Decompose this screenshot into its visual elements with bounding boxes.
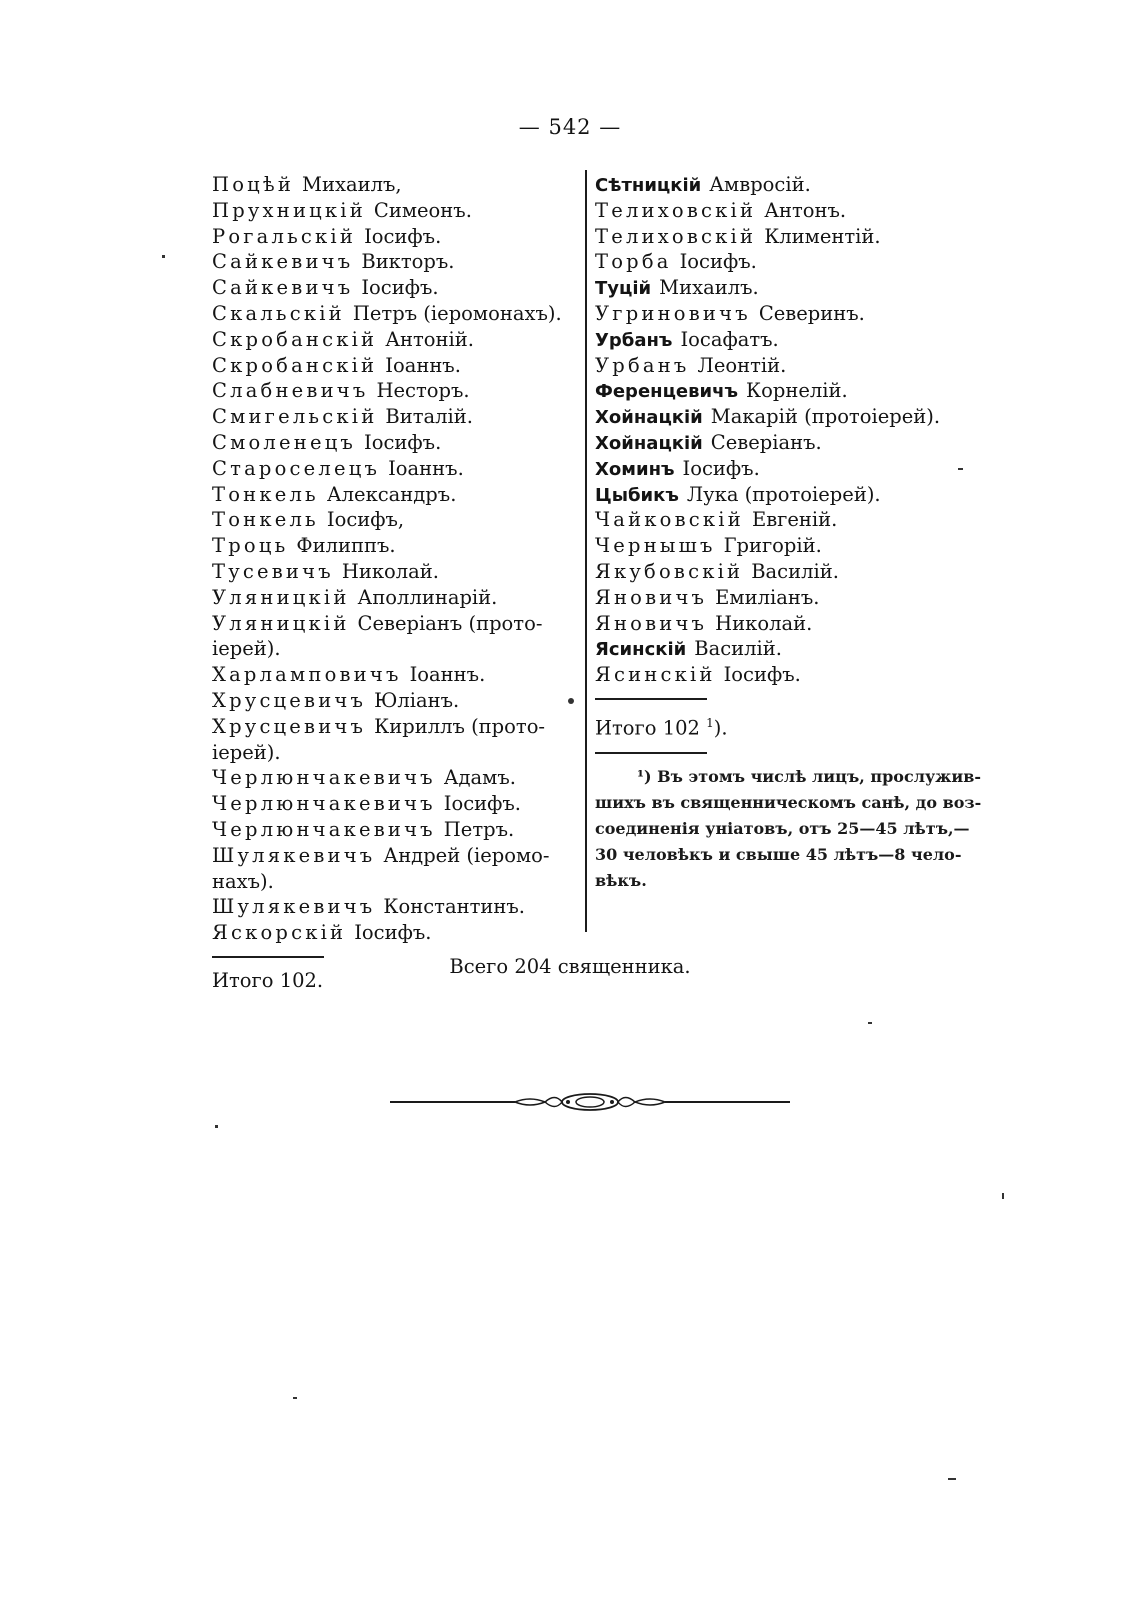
footnote (595, 764, 985, 894)
name-entry (212, 662, 574, 688)
footnote-line: соединенія уніатовъ, отъ 25—45 лѣтъ,— (595, 818, 970, 838)
surname: Яскорскій (212, 921, 347, 945)
surname: Чернышъ (595, 534, 716, 558)
name-entry (595, 224, 985, 250)
name-entry (595, 482, 985, 508)
given-name: Северіанъ (прото- (357, 611, 543, 635)
footnote-marker: 1 (706, 715, 714, 730)
surname: Туцій (595, 278, 652, 300)
speck (868, 1022, 872, 1024)
page-number: — 542 — (518, 115, 622, 139)
surname: Сѣтницкій (595, 175, 702, 196)
given-name: Макарій (протоіерей). (710, 405, 941, 429)
speck (958, 468, 963, 470)
column-divider (585, 170, 587, 932)
surname: Староселецъ (212, 456, 381, 480)
surname: Угриновичъ (595, 301, 751, 325)
given-name: Михаилъ, (302, 173, 402, 196)
name-entry (212, 482, 574, 508)
given-name: Филиппъ. (296, 534, 396, 558)
given-name: Василій. (694, 637, 782, 661)
surname: Яновичъ (595, 585, 708, 609)
name-entry (595, 636, 985, 662)
given-name: Кириллъ (прото- (374, 714, 546, 738)
speck (162, 255, 165, 258)
speck (215, 1125, 218, 1128)
name-entry-continuation (212, 869, 574, 895)
name-entry (212, 843, 574, 869)
name-entry (212, 301, 574, 327)
name-entry (212, 894, 574, 920)
given-name: Іоаннъ. (388, 456, 464, 480)
surname: Хойнацкій (595, 407, 703, 429)
given-name: Несторъ. (376, 379, 470, 403)
given-name: Северинъ. (758, 301, 865, 325)
name-entry (595, 611, 985, 637)
right-column (595, 172, 985, 894)
given-name: Николай. (341, 559, 439, 583)
name-entry (212, 920, 574, 946)
footnote-line: вѣкъ. (595, 870, 647, 890)
name-entry (212, 611, 574, 637)
name-entry (595, 507, 985, 533)
left-total: Итого 102. (212, 968, 324, 992)
name-entry (212, 688, 574, 714)
given-name: Адамъ. (443, 766, 516, 790)
given-name: Іосифъ. (361, 276, 439, 300)
given-name: Константинъ. (383, 895, 525, 919)
surname: Ясинскій (595, 639, 687, 661)
right-total-text: Итого 102 (595, 716, 700, 740)
surname: Хойнацкій (595, 432, 703, 454)
surname: Рогальскій (212, 224, 357, 248)
name-entry (212, 585, 574, 611)
name-entry (212, 249, 574, 275)
given-name: Викторъ. (361, 250, 455, 274)
surname: Ясинскій (595, 663, 716, 687)
name-entry (212, 533, 574, 559)
name-entry (212, 198, 574, 224)
surname: Тонкель (212, 508, 319, 532)
given-name: Юліанъ. (374, 688, 460, 712)
given-name: Іоаннъ. (409, 663, 486, 687)
name-entry (212, 456, 574, 482)
surname: Троць (212, 534, 289, 558)
surname: Черлюнчакевичъ (212, 792, 436, 816)
given-name: Виталій. (385, 405, 473, 429)
name-entry (595, 585, 985, 611)
speck (568, 698, 574, 704)
name-entry (212, 327, 574, 353)
surname: Яновичъ (595, 611, 708, 635)
surname: Поцѣй (212, 173, 295, 196)
name-entry (212, 353, 574, 379)
name-entry (212, 172, 574, 198)
surname: Урбанъ (595, 353, 690, 377)
given-name: Іоаннъ. (385, 353, 461, 377)
name-entry (595, 430, 985, 456)
given-name: Михаилъ. (659, 276, 759, 300)
given-name: Андрей (іеромо- (383, 843, 550, 867)
footnote-line: ¹) Въ этомъ числѣ лицъ, прослужив- (637, 766, 982, 786)
surname: Телиховскій (595, 224, 757, 248)
given-name: Іосифъ. (679, 250, 757, 274)
surname: Урбанъ (595, 329, 673, 351)
surname: Скробанскій (212, 327, 378, 351)
surname: Шулякевичъ (212, 895, 376, 919)
given-name: Николай. (715, 611, 813, 635)
surname: Торба (595, 250, 672, 274)
given-name: Северіанъ. (710, 430, 822, 454)
surname: Цыбикъ (595, 484, 679, 506)
name-entry (212, 817, 574, 843)
surname: Тусевичъ (212, 559, 334, 583)
left-name-list (212, 172, 574, 946)
surname: Чайковскій (595, 508, 744, 532)
given-name: Александръ. (326, 482, 457, 506)
name-entry (595, 198, 985, 224)
given-name: Іосафатъ. (680, 327, 779, 351)
surname: Телиховскій (595, 198, 757, 222)
left-column (212, 172, 574, 996)
name-entry (595, 378, 985, 404)
name-entry (595, 353, 985, 379)
given-name: Евгеній. (751, 508, 838, 532)
given-name: Василій. (751, 559, 839, 583)
name-entry-continuation (212, 636, 574, 662)
name-entry (212, 275, 574, 301)
given-name: Іосифъ. (364, 224, 442, 248)
given-name: Петръ (іеромонахъ). (352, 301, 562, 325)
right-name-list (595, 172, 985, 688)
name-entry (595, 327, 985, 353)
given-name: Симеонъ. (373, 198, 472, 222)
name-entry (595, 404, 985, 430)
surname: Черлюнчакевичъ (212, 766, 436, 790)
name-entry (212, 224, 574, 250)
name-entry (212, 559, 574, 585)
given-name: Іосифъ. (364, 430, 442, 454)
surname: Хрусцевичъ (212, 688, 367, 712)
given-name: Леонтій. (697, 353, 787, 377)
name-entry (212, 378, 574, 404)
given-name: нахъ). (212, 869, 274, 893)
given-name: Іосифъ, (326, 508, 405, 532)
surname: Сайкевичъ (212, 276, 354, 300)
name-entry (212, 714, 574, 740)
given-name: Петръ. (443, 817, 515, 841)
name-entry (212, 791, 574, 817)
right-total-rule (595, 698, 707, 700)
right-total-suffix: ). (713, 716, 728, 740)
right-total (595, 708, 985, 738)
given-name: Іосифъ. (682, 456, 760, 480)
surname: Уляницкій (212, 611, 350, 635)
surname: Тонкель (212, 482, 319, 506)
name-entry (212, 404, 574, 430)
surname: Скальскій (212, 301, 345, 325)
name-entry-continuation (212, 740, 574, 766)
given-name: Емиліанъ. (715, 585, 820, 609)
given-name: Корнелій. (746, 379, 848, 403)
speck (948, 1478, 956, 1480)
surname: Сайкевичъ (212, 250, 354, 274)
footnote-rule (595, 752, 707, 754)
surname: Якубовскій (595, 559, 744, 583)
surname: Хоминъ (595, 458, 675, 480)
given-name: іерей). (212, 740, 281, 764)
name-entry (595, 533, 985, 559)
surname: Слабневичъ (212, 379, 369, 403)
name-entry (595, 559, 985, 585)
given-name: Антоній. (385, 327, 474, 351)
ornament-divider (390, 1090, 790, 1114)
surname: Шулякевичъ (212, 843, 376, 867)
surname: Смигельскій (212, 405, 378, 429)
surname: Скробанскій (212, 353, 378, 377)
given-name: Іосифъ. (443, 792, 522, 816)
grand-total: Всего 204 священника. (449, 955, 691, 978)
surname: Уляницкій (212, 585, 350, 609)
surname: Прухницкій (212, 198, 366, 222)
surname: Харламповичъ (212, 663, 402, 687)
name-entry (595, 662, 985, 688)
footnote-line: 30 человѣкъ и свыше 45 лѣтъ—8 чело- (595, 844, 962, 864)
speck (293, 1397, 297, 1399)
surname: Смоленецъ (212, 430, 357, 454)
name-entry (212, 765, 574, 791)
name-entry (595, 275, 985, 301)
name-entry (595, 249, 985, 275)
given-name: Григорій. (723, 534, 822, 558)
given-name: Лука (протоіерей). (686, 482, 881, 506)
given-name: Іосифъ. (723, 663, 801, 687)
given-name: Амвросій. (709, 173, 811, 196)
surname: Хрусцевичъ (212, 714, 367, 738)
given-name: іерей). (212, 637, 281, 661)
name-entry (595, 301, 985, 327)
surname: Ференцевичъ (595, 381, 739, 403)
given-name: Антонъ. (764, 198, 847, 222)
footnote-line: шихъ въ священническомъ санѣ, до воз- (595, 792, 982, 812)
name-entry (595, 456, 985, 482)
name-entry (595, 172, 985, 198)
surname: Черлюнчакевичъ (212, 817, 436, 841)
given-name: Климентій. (764, 224, 881, 248)
name-entry (212, 430, 574, 456)
given-name: Іосифъ. (354, 921, 432, 945)
name-entry (212, 507, 574, 533)
given-name: Аполлинарій. (357, 585, 498, 609)
speck (1002, 1193, 1004, 1199)
